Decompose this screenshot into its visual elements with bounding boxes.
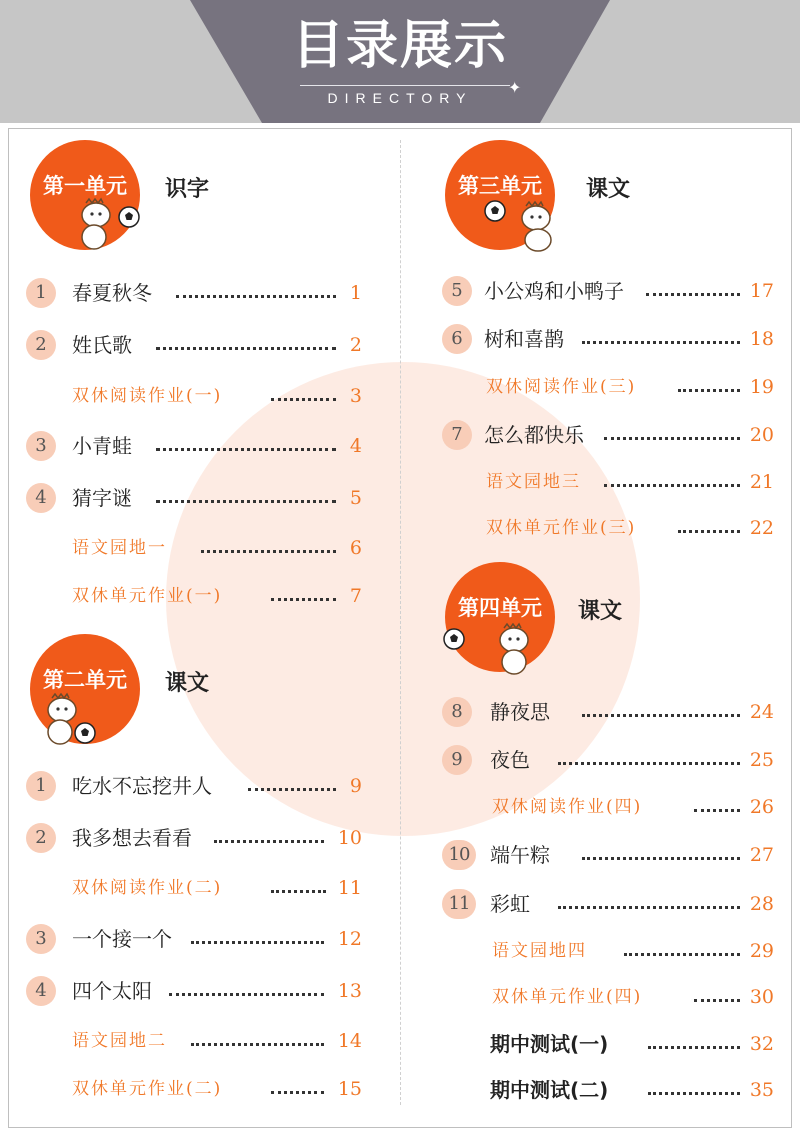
lesson-title: 双休阅读作业(二) — [72, 878, 223, 898]
toc-row[interactable] — [26, 1026, 362, 1056]
lesson-number: 4 — [26, 976, 56, 1006]
toc-row[interactable] — [26, 381, 362, 411]
toc-row[interactable] — [26, 924, 362, 954]
page-subtitle: DIRECTORY — [327, 90, 473, 106]
lesson-title: 一个接一个 — [72, 927, 172, 951]
leader-dots — [156, 347, 336, 350]
unit-label: 第二单元 — [43, 668, 127, 692]
soccer-ball-icon — [484, 200, 506, 222]
toc-row[interactable] — [26, 823, 362, 853]
toc-row[interactable] — [442, 745, 778, 775]
soccer-ball-icon — [74, 722, 96, 744]
leader-dots — [156, 448, 336, 451]
lesson-number: 11 — [442, 889, 476, 919]
column-divider — [400, 140, 401, 1105]
page-number: 5 — [349, 487, 362, 509]
toc-row[interactable] — [26, 483, 362, 513]
toc-row[interactable] — [26, 533, 362, 563]
leader-dots — [678, 530, 740, 533]
leader-dots — [604, 484, 740, 487]
page-number: 29 — [749, 940, 774, 962]
lesson-title: 四个太阳 — [72, 979, 152, 1003]
toc-row[interactable] — [442, 792, 778, 822]
lesson-number: 5 — [442, 276, 472, 306]
lesson-title: 语文园地二 — [72, 1031, 167, 1051]
page-number: 2 — [349, 334, 362, 356]
lesson-title: 怎么都快乐 — [484, 423, 584, 447]
page-number: 19 — [749, 376, 774, 398]
page-number: 30 — [749, 986, 774, 1008]
lesson-title: 我多想去看看 — [72, 826, 192, 850]
unit-label: 第一单元 — [43, 174, 127, 198]
lesson-title: 树和喜鹊 — [484, 327, 564, 351]
lesson-number: 1 — [26, 278, 56, 308]
leader-dots — [271, 598, 336, 601]
lesson-title: 小公鸡和小鸭子 — [484, 279, 624, 303]
sparkle-icon: ✦ — [508, 78, 522, 97]
toc-row[interactable] — [26, 873, 362, 903]
soccer-ball-icon — [118, 206, 140, 228]
lesson-title: 吃水不忘挖井人 — [72, 774, 212, 798]
lesson-number: 9 — [442, 745, 472, 775]
lesson-number: 2 — [26, 330, 56, 360]
page-number: 1 — [349, 282, 362, 304]
unit-subtitle: 课文 — [586, 177, 631, 202]
leader-dots — [558, 906, 740, 909]
lesson-title: 双休单元作业(四) — [492, 987, 643, 1007]
leader-dots — [169, 993, 324, 996]
toc-row[interactable] — [442, 372, 778, 402]
toc-row[interactable] — [26, 771, 362, 801]
leader-dots — [694, 999, 740, 1002]
lesson-number: 4 — [26, 483, 56, 513]
page-number: 6 — [349, 537, 362, 559]
lesson-number: 2 — [26, 823, 56, 853]
page-number: 25 — [749, 749, 774, 771]
unit-label: 第三单元 — [458, 174, 542, 198]
leader-dots — [558, 762, 740, 765]
leader-dots — [176, 295, 336, 298]
lesson-title: 静夜思 — [490, 700, 550, 724]
leader-dots — [624, 953, 740, 956]
lesson-number: 8 — [442, 697, 472, 727]
page-number: 15 — [337, 1078, 362, 1100]
page-number: 28 — [749, 893, 774, 915]
toc-row[interactable] — [442, 1075, 778, 1105]
lesson-number: 3 — [26, 924, 56, 954]
page-number: 24 — [749, 701, 774, 723]
lesson-title: 端午粽 — [490, 843, 550, 867]
toc-row[interactable] — [442, 276, 778, 306]
toc-row[interactable] — [442, 840, 778, 870]
unit-subtitle: 课文 — [165, 671, 210, 696]
lesson-number: 6 — [442, 324, 472, 354]
page-number: 26 — [749, 796, 774, 818]
toc-row[interactable] — [442, 1029, 778, 1059]
leader-dots — [201, 550, 336, 553]
toc-row[interactable] — [442, 936, 778, 966]
toc-row[interactable] — [26, 330, 362, 360]
lesson-title: 小青蛙 — [72, 434, 132, 458]
lesson-number: 3 — [26, 431, 56, 461]
toc-row[interactable] — [26, 976, 362, 1006]
leader-dots — [156, 500, 336, 503]
unit-subtitle: 识字 — [165, 177, 210, 202]
page-number: 14 — [337, 1030, 362, 1052]
header-divider — [300, 85, 510, 86]
lesson-title: 期中测试(一) — [490, 1032, 609, 1056]
toc-row[interactable] — [26, 1074, 362, 1104]
toc-row[interactable] — [26, 278, 362, 308]
toc-row[interactable] — [442, 420, 778, 450]
lesson-title: 语文园地一 — [72, 538, 167, 558]
leader-dots — [646, 293, 740, 296]
leader-dots — [604, 437, 740, 440]
page-number: 21 — [749, 471, 774, 493]
lesson-title: 双休阅读作业(四) — [492, 797, 643, 817]
page-number: 4 — [349, 435, 362, 457]
leader-dots — [271, 398, 336, 401]
lesson-title: 语文园地四 — [492, 941, 587, 961]
leader-dots — [271, 1091, 324, 1094]
toc-row[interactable] — [442, 697, 778, 727]
page-number: 32 — [749, 1033, 774, 1055]
leader-dots — [582, 714, 740, 717]
lesson-title: 猜字谜 — [72, 486, 132, 510]
page-number: 13 — [337, 980, 362, 1002]
leader-dots — [582, 857, 740, 860]
dinosaur-mascot-icon — [508, 196, 568, 256]
page-number: 10 — [337, 827, 362, 849]
toc-row[interactable] — [442, 324, 778, 354]
leader-dots — [191, 1043, 324, 1046]
page-number: 9 — [349, 775, 362, 797]
leader-dots — [214, 840, 324, 843]
leader-dots — [648, 1046, 740, 1049]
leader-dots — [648, 1092, 740, 1095]
lesson-number: 10 — [442, 840, 476, 870]
page-number: 12 — [337, 928, 362, 950]
dinosaur-mascot-icon — [484, 618, 544, 678]
leader-dots — [248, 788, 336, 791]
toc-row[interactable] — [26, 431, 362, 461]
lesson-number: 7 — [442, 420, 472, 450]
leader-dots — [191, 941, 324, 944]
lesson-title: 双休单元作业(二) — [72, 1079, 223, 1099]
lesson-title: 姓氏歌 — [72, 333, 132, 357]
page-number: 18 — [749, 328, 774, 350]
page-number: 22 — [749, 517, 774, 539]
leader-dots — [271, 890, 326, 893]
toc-row[interactable] — [26, 581, 362, 611]
toc-row[interactable] — [442, 467, 778, 497]
page-number: 27 — [749, 844, 774, 866]
page-number: 35 — [749, 1079, 774, 1101]
page-number: 17 — [749, 280, 774, 302]
leader-dots — [678, 389, 740, 392]
lesson-title: 期中测试(二) — [490, 1078, 609, 1102]
unit-subtitle: 课文 — [578, 599, 623, 624]
unit-label: 第四单元 — [458, 596, 542, 620]
lesson-title: 语文园地三 — [486, 472, 581, 492]
leader-dots — [582, 341, 740, 344]
toc-row[interactable] — [442, 889, 778, 919]
page-number: 3 — [349, 385, 362, 407]
page-number: 11 — [337, 877, 362, 899]
page-title: 目录展示 — [291, 16, 508, 76]
page-number: 7 — [349, 585, 362, 607]
leader-dots — [694, 809, 740, 812]
lesson-title: 双休单元作业(三) — [486, 518, 637, 538]
lesson-number: 1 — [26, 771, 56, 801]
lesson-title: 双休阅读作业(一) — [72, 386, 223, 406]
lesson-title: 夜色 — [490, 748, 530, 772]
toc-row[interactable] — [442, 513, 778, 543]
soccer-ball-icon — [443, 628, 465, 650]
page-number: 20 — [749, 424, 774, 446]
lesson-title: 双休阅读作业(三) — [486, 377, 637, 397]
lesson-title: 春夏秋冬 — [72, 281, 152, 305]
lesson-title: 双休单元作业(一) — [72, 586, 223, 606]
toc-row[interactable] — [442, 982, 778, 1012]
lesson-title: 彩虹 — [490, 892, 530, 916]
